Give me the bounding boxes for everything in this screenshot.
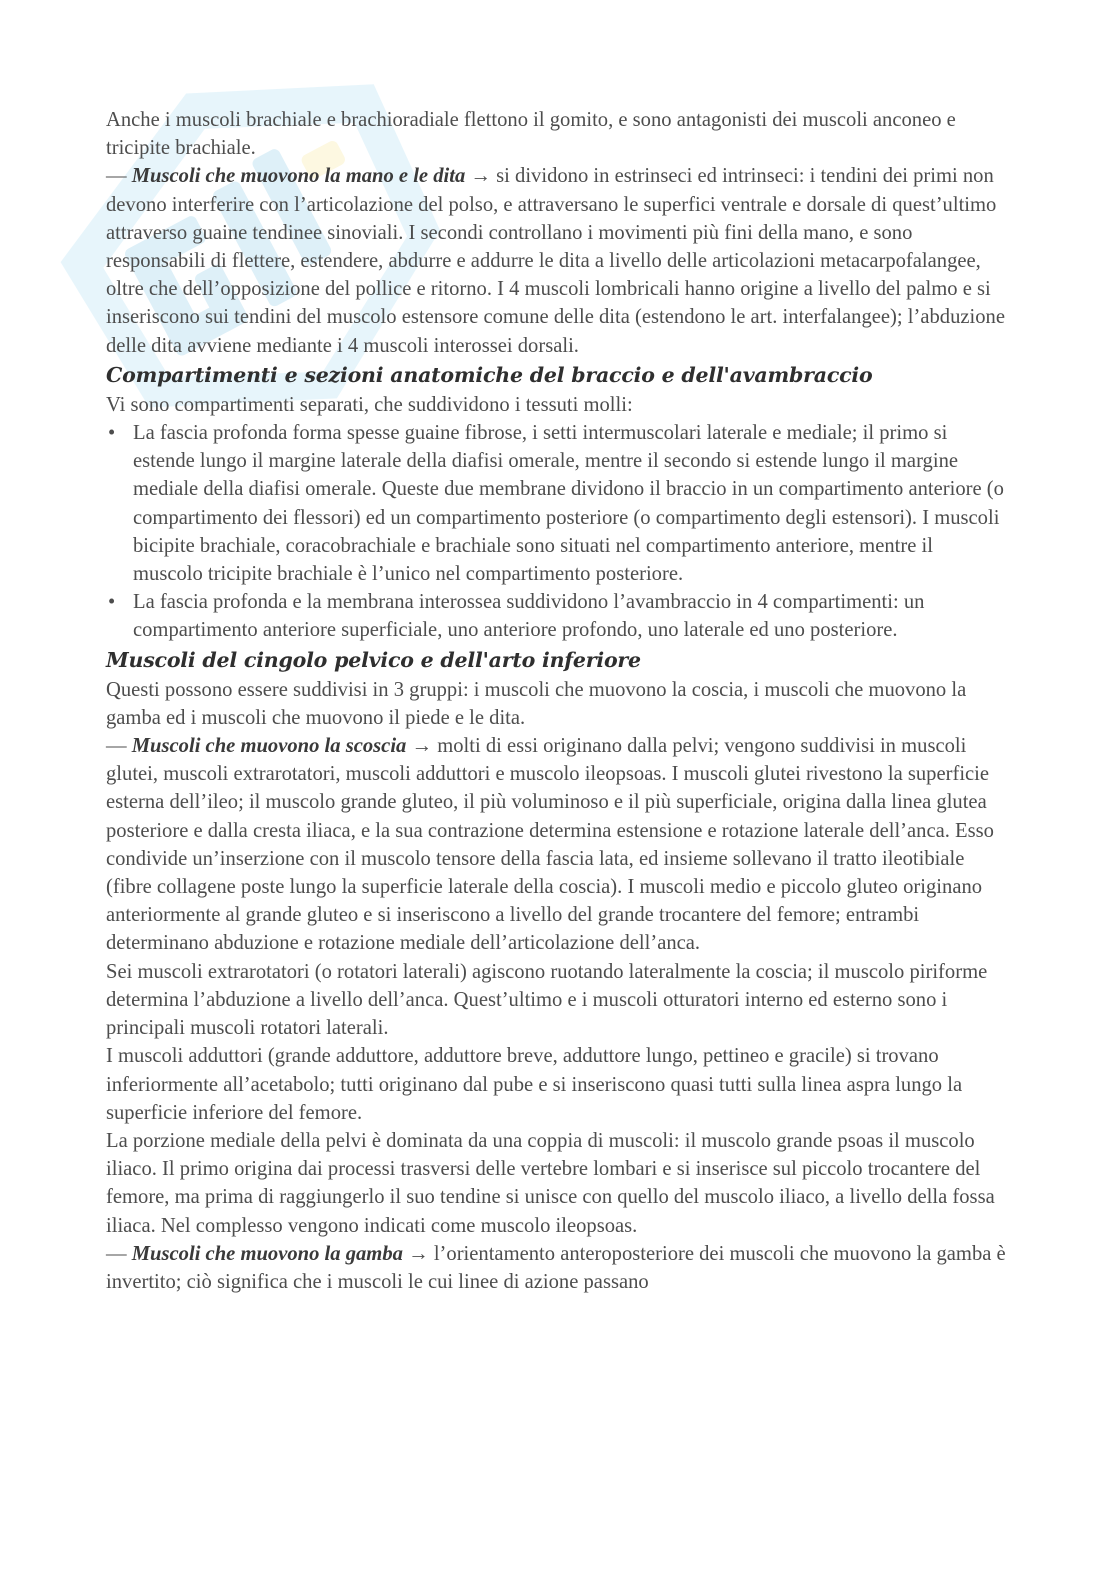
paragraph-extrarotators: Sei muscoli extrarotatori (o rotatori laterali) agiscono ruotando lateralmente la coscia; il muscolo piriforme determina l’abduzione a livello dell’anca. Quest’ultimo e i muscoli otturatori interno ed esterno sono i principali muscoli rotatori laterali. [106,960,988,1040]
list-item: • La fascia profonda e la membrana interossea suddividono l’avambraccio in 4 compartimenti: un compartimento anteriore superficiale, uno anteriore profondo, uno laterale ed uno posteriore. [106,588,1006,644]
dash: — [106,1242,132,1265]
section-leg-lead: Muscoli che muovono la gamba [131,1242,403,1265]
dash: — [106,165,132,188]
heading-compartments: Compartimenti e sezioni anatomiche del braccio e dell'avambraccio [106,362,873,387]
section-leg [106,1240,1006,1296]
intro-pelvic: Questi possono essere suddivisi in 3 gruppi: i muscoli che muovono la coscia, i muscoli che muovono la gamba ed i muscoli che muovono il piede e le dita. [106,678,967,729]
section-thigh-lead: Muscoli che muovono la scoscia [131,735,407,758]
arrow: → [402,1242,434,1265]
intro-compartments: Vi sono compartimenti separati, che suddividono i tessuti molli: [106,393,633,416]
paragraph-brachial: Anche i muscoli brachiale e brachioradiale flettono il gomito, e sono antagonisti dei muscoli anconeo e tricipite brachiale. [106,109,956,160]
arrow: → [465,165,497,188]
list-item: • La fascia profonda forma spesse guaine fibrose, i setti intermuscolari laterale e mediale; il primo si estende lungo il margine laterale della diafisi omerale, mentre il secondo si estende lungo il margine mediale della diafisi omerale. Queste due membrane dividono il braccio in un compartimento anteriore (o compartimento dei flessori) ed un compartimento posteriore (o compartimento degli estensori). I muscoli bicipite brachiale, coracobrachiale e brachiale sono situati nel compartimento anteriore, mentre il muscolo tricipite brachiale è l’unico nel compartimento posteriore. [106,419,1006,588]
section-hand-text: si dividono in estrinseci ed intrinseci: i tendini dei primi non devono interferire con l’articolazione del polso, e attraversano le superfici ventrale e dorsale di quest’ultimo attraverso guaine tendinee sinoviali. I secondi controllano i movimenti più fini della mano, e sono responsabili di flettere, estendere, abdurre e addurre le dita a livello delle articolazioni metacarpofalangee, oltre che dell’opposizione del pollice e ritorno. I 4 muscoli lombricali hanno origine a livello del palmo e si inseriscono sui tendini del muscolo estensore comune delle dita (estendono le art. interfalangee); l’abduzione delle dita avviene mediante i 4 muscoli interossei dorsali. [106,165,1005,357]
paragraph-iliopsoas: La porzione mediale della pelvi è dominata da una coppia di muscoli: il muscolo grande psoas il muscolo iliaco. Il primo origina dai processi trasversi delle vertebre lombari e si inserisce sul piccolo trocantere del femore, ma prima di raggiungerlo il suo tendine si unisce con quello del muscolo iliaco, a livello della fossa iliaca. Nel complesso vengono indicati come muscolo ileopsoas. [106,1129,995,1237]
heading-pelvic-muscles: Muscoli del cingolo pelvico e dell'arto inferiore [106,647,641,672]
section-leg-text: l’orientamento anteroposteriore dei muscoli che muovono la gamba è invertito; ciò significa che i muscoli le cui linee di azione passano [106,1242,1006,1293]
section-hand-lead: Muscoli che muovono la mano e le dita [131,165,466,188]
arrow: → [406,735,438,758]
paragraph-adductors: I muscoli adduttori (grande adduttore, adduttore breve, adduttore lungo, pettineo e gracile) si trovano inferiormente all’acetabolo; tutti originano dal pube e si inseriscono quasi tutti sulla linea aspra lungo la superficie inferiore del femore. [106,1045,963,1124]
bullet-list [106,419,1006,645]
section-thigh [106,732,1006,958]
section-thigh-text: molti di essi originano dalla pelvi; vengono suddivisi in muscoli glutei, muscoli extrarotatori, muscoli adduttori e muscolo ileopsoas. I muscoli glutei rivestono la superficie esterna dell’ileo; il muscolo grande gluteo, il più voluminoso e il più superficiale, origina dalla linea glutea posteriore e dalla cresta iliaca, e la sua contrazione determina estensione e rotazione laterale dell’anca. Esso condivide un’inserzione con il muscolo tensore della fascia lata, ed insieme sollevano il tratto ileotibiale (fibre collagene poste lungo la superficie laterale della coscia). I muscoli medio e piccolo gluteo originano anteriormente al grande gluteo e si inseriscono a livello del grande trocantere del femore; entrambi determinano abduzione e rotazione mediale dell’articolazione dell’anca. [106,735,994,955]
dash: — [106,735,132,758]
section-hand [106,162,1006,359]
document-page [106,106,1006,1296]
